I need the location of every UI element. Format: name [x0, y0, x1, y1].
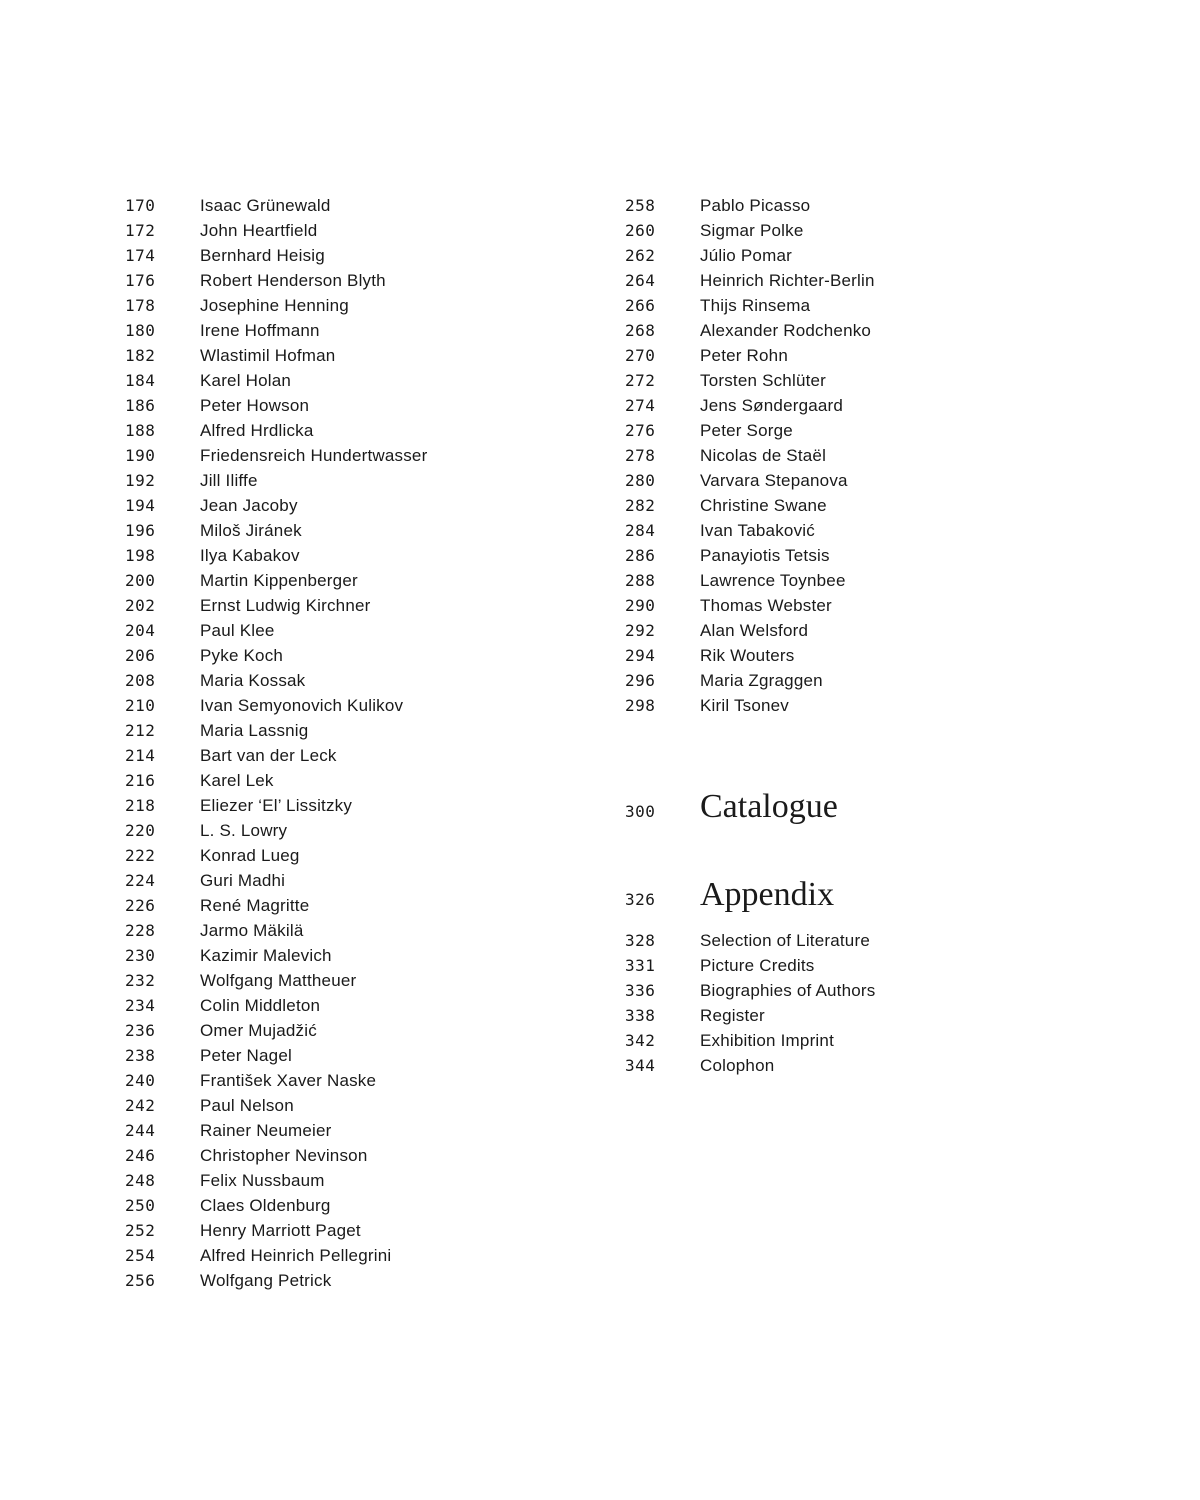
- artist-name: Peter Howson: [200, 396, 310, 415]
- page-number: 336: [625, 981, 656, 1000]
- appendix-entry: [625, 1053, 1085, 1078]
- page-number: 208: [125, 671, 156, 690]
- artist-name: Konrad Lueg: [200, 846, 300, 865]
- artist-name: Varvara Stepanova: [700, 471, 848, 490]
- page-number: 278: [625, 446, 656, 465]
- page-number: 176: [125, 271, 156, 290]
- page-number: 274: [625, 396, 656, 415]
- toc-entry: [125, 1243, 585, 1268]
- artist-name: René Magritte: [200, 896, 310, 915]
- toc-entry: [625, 593, 1085, 618]
- artist-name: Nicolas de Staël: [700, 446, 827, 465]
- toc-entry: [625, 443, 1085, 468]
- artist-name: František Xaver Naske: [200, 1071, 377, 1090]
- appendix-section-heading: [625, 878, 1085, 918]
- artist-name: Pyke Koch: [200, 646, 284, 665]
- toc-entry: [125, 368, 585, 393]
- toc-entry: [125, 493, 585, 518]
- artist-name: Felix Nussbaum: [200, 1171, 325, 1190]
- page-number: 256: [125, 1271, 156, 1290]
- toc-entry: [125, 243, 585, 268]
- artist-name: Kiril Tsonev: [700, 696, 790, 715]
- toc-entry: [125, 268, 585, 293]
- toc-entry: [625, 468, 1085, 493]
- page-number: 268: [625, 321, 656, 340]
- artist-name: Friedensreich Hundertwasser: [200, 446, 428, 465]
- toc-entry: [125, 393, 585, 418]
- toc-entry: [125, 818, 585, 843]
- page-number: 184: [125, 371, 156, 390]
- page-number: 298: [625, 696, 656, 715]
- page-number: 288: [625, 571, 656, 590]
- toc-entry: [625, 393, 1085, 418]
- page-number: 270: [625, 346, 656, 365]
- entry-title: Biographies of Authors: [700, 981, 876, 1000]
- artist-name: Jean Jacoby: [200, 496, 298, 515]
- page-number: 230: [125, 946, 156, 965]
- toc-entry: [125, 868, 585, 893]
- artist-name: Alexander Rodchenko: [700, 321, 872, 340]
- toc-entry: [125, 943, 585, 968]
- toc-entry: [625, 218, 1085, 243]
- page-number: 266: [625, 296, 656, 315]
- toc-entry: [125, 193, 585, 218]
- toc-entry: [125, 468, 585, 493]
- appendix-list: [625, 928, 1085, 1078]
- page-number: 264: [625, 271, 656, 290]
- toc-entry: [625, 318, 1085, 343]
- page-number: 276: [625, 421, 656, 440]
- artist-name: Wolfgang Petrick: [200, 1271, 332, 1290]
- artist-name: Claes Oldenburg: [200, 1196, 331, 1215]
- toc-entry: [125, 568, 585, 593]
- page-number: 170: [125, 196, 156, 215]
- entry-title: Colophon: [700, 1056, 775, 1075]
- page-number: 226: [125, 896, 156, 915]
- page-number: 224: [125, 871, 156, 890]
- page-number: 328: [625, 931, 656, 950]
- artist-name: Ilya Kabakov: [200, 546, 300, 565]
- toc-entry: [125, 443, 585, 468]
- artist-name: Ivan Tabaković: [700, 521, 815, 540]
- page-number: 172: [125, 221, 156, 240]
- artist-name: Colin Middleton: [200, 996, 321, 1015]
- page-number: 250: [125, 1196, 156, 1215]
- toc-entry: [625, 643, 1085, 668]
- appendix-entry: [625, 1003, 1085, 1028]
- page-number: 228: [125, 921, 156, 940]
- appendix-entry: [625, 928, 1085, 953]
- toc-entry: [125, 293, 585, 318]
- toc-entry: [625, 493, 1085, 518]
- artist-name: Heinrich Richter-Berlin: [700, 271, 875, 290]
- toc-entry: [125, 1068, 585, 1093]
- page-number: 218: [125, 796, 156, 815]
- page-number: 174: [125, 246, 156, 265]
- page-number: 206: [125, 646, 156, 665]
- toc-entry: [125, 343, 585, 368]
- page-number: 236: [125, 1021, 156, 1040]
- toc-entry: [125, 218, 585, 243]
- toc-entry: [125, 1168, 585, 1193]
- page-number: 244: [125, 1121, 156, 1140]
- page-number: 296: [625, 671, 656, 690]
- toc-entry: [625, 693, 1085, 718]
- toc-entry: [125, 418, 585, 443]
- artist-name: Thomas Webster: [700, 596, 832, 615]
- artist-name: Thijs Rinsema: [700, 296, 811, 315]
- page-number: 272: [625, 371, 656, 390]
- toc-entry: [125, 543, 585, 568]
- page-number: 252: [125, 1221, 156, 1240]
- toc-entry: [625, 193, 1085, 218]
- catalogue-section-heading: [625, 790, 1085, 830]
- artist-name: Torsten Schlüter: [700, 371, 827, 390]
- toc-entry: [625, 243, 1085, 268]
- toc-entry: [125, 1268, 585, 1293]
- artist-name: L. S. Lowry: [200, 821, 288, 840]
- artist-name: Karel Lek: [200, 771, 274, 790]
- artist-name: Maria Lassnig: [200, 721, 309, 740]
- toc-entry: [625, 343, 1085, 368]
- toc-entry: [125, 1218, 585, 1243]
- toc-entry: [125, 1018, 585, 1043]
- toc-entry: [625, 418, 1085, 443]
- artist-name: Peter Rohn: [700, 346, 788, 365]
- artist-name: Jarmo Mäkilä: [200, 921, 304, 940]
- page-number: 214: [125, 746, 156, 765]
- toc-entry: [625, 668, 1085, 693]
- toc-entry: [625, 618, 1085, 643]
- artist-name: Christopher Nevinson: [200, 1146, 368, 1165]
- artist-name: Ernst Ludwig Kirchner: [200, 596, 371, 615]
- toc-entry: [625, 293, 1085, 318]
- artist-name: Paul Klee: [200, 621, 275, 640]
- page-number: 222: [125, 846, 156, 865]
- artist-name: Kazimir Malevich: [200, 946, 332, 965]
- toc-entry: [625, 543, 1085, 568]
- entry-title: Selection of Literature: [700, 931, 870, 950]
- page-number: 190: [125, 446, 156, 465]
- page-number: 300: [625, 802, 656, 821]
- artist-name: Alan Welsford: [700, 621, 809, 640]
- page-number: 192: [125, 471, 156, 490]
- toc-entry: [625, 268, 1085, 293]
- toc-entry: [125, 1118, 585, 1143]
- artist-name: Peter Nagel: [200, 1046, 292, 1065]
- toc-entry: [125, 668, 585, 693]
- page-number: 182: [125, 346, 156, 365]
- artist-name: Maria Zgraggen: [700, 671, 823, 690]
- artist-name: Rainer Neumeier: [200, 1121, 332, 1140]
- toc-entry: [125, 593, 585, 618]
- section-title: Appendix: [700, 876, 835, 913]
- toc-entry: [125, 318, 585, 343]
- toc-entry: [125, 618, 585, 643]
- artist-name: Jens Søndergaard: [700, 396, 844, 415]
- page-number: 204: [125, 621, 156, 640]
- artist-name: Lawrence Toynbee: [700, 571, 846, 590]
- toc-entry: [625, 568, 1085, 593]
- page-number: 286: [625, 546, 656, 565]
- page-number: 290: [625, 596, 656, 615]
- toc-left-column: [125, 193, 585, 1293]
- artist-name: Wlastimil Hofman: [200, 346, 336, 365]
- page-number: 234: [125, 996, 156, 1015]
- artist-name: Jill Iliffe: [200, 471, 258, 490]
- toc-entry: [125, 518, 585, 543]
- toc-entry: [125, 1043, 585, 1068]
- toc-entry: [625, 518, 1085, 543]
- toc-entry: [125, 643, 585, 668]
- artist-name: Miloš Jiránek: [200, 521, 302, 540]
- toc-entry: [125, 993, 585, 1018]
- page-number: 200: [125, 571, 156, 590]
- entry-title: Picture Credits: [700, 956, 815, 975]
- artist-name: Peter Sorge: [700, 421, 793, 440]
- artist-name: Bart van der Leck: [200, 746, 337, 765]
- toc-entry: [125, 743, 585, 768]
- toc-right-column: [625, 193, 1085, 1078]
- page-number: 326: [625, 890, 656, 909]
- page-number: 194: [125, 496, 156, 515]
- artist-name: Sigmar Polke: [700, 221, 804, 240]
- entry-title: Exhibition Imprint: [700, 1031, 834, 1050]
- page-number: 238: [125, 1046, 156, 1065]
- toc-entry: [125, 1093, 585, 1118]
- page-number: 196: [125, 521, 156, 540]
- page-number: 258: [625, 196, 656, 215]
- artist-name: Pablo Picasso: [700, 196, 811, 215]
- page-number: 186: [125, 396, 156, 415]
- artist-name: Omer Mujadžić: [200, 1021, 317, 1040]
- page-number: 178: [125, 296, 156, 315]
- page-number: 342: [625, 1031, 656, 1050]
- artist-name: John Heartfield: [200, 221, 318, 240]
- toc-entry: [125, 693, 585, 718]
- page-number: 282: [625, 496, 656, 515]
- artist-name: Karel Holan: [200, 371, 292, 390]
- toc-entry: [125, 1193, 585, 1218]
- page-number: 180: [125, 321, 156, 340]
- toc-entry: [625, 368, 1085, 393]
- page-number: 294: [625, 646, 656, 665]
- page-number: 248: [125, 1171, 156, 1190]
- toc-entry: [125, 793, 585, 818]
- page-number: 216: [125, 771, 156, 790]
- section-title: Catalogue: [700, 788, 838, 825]
- artist-name: Christine Swane: [700, 496, 827, 515]
- page-number: 198: [125, 546, 156, 565]
- appendix-entry: [625, 953, 1085, 978]
- artist-name: Martin Kippenberger: [200, 571, 358, 590]
- page-number: 210: [125, 696, 156, 715]
- toc-entry: [125, 968, 585, 993]
- page-number: 338: [625, 1006, 656, 1025]
- artist-name: Panayiotis Tetsis: [700, 546, 830, 565]
- page-number: 246: [125, 1146, 156, 1165]
- artist-name: Paul Nelson: [200, 1096, 294, 1115]
- page-number: 344: [625, 1056, 656, 1075]
- page-number: 284: [625, 521, 656, 540]
- artist-name: Irene Hoffmann: [200, 321, 320, 340]
- page-number: 292: [625, 621, 656, 640]
- toc-entry: [125, 768, 585, 793]
- artist-name: Júlio Pomar: [700, 246, 792, 265]
- toc-entry: [125, 1143, 585, 1168]
- toc-entry: [125, 843, 585, 868]
- page-number: 254: [125, 1246, 156, 1265]
- toc-entry: [125, 718, 585, 743]
- artist-name: Wolfgang Mattheuer: [200, 971, 357, 990]
- artist-name: Alfred Heinrich Pellegrini: [200, 1246, 392, 1265]
- artist-name: Henry Marriott Paget: [200, 1221, 361, 1240]
- artist-name: Guri Madhi: [200, 871, 286, 890]
- page-number: 220: [125, 821, 156, 840]
- toc-entry: [125, 918, 585, 943]
- page-number: 240: [125, 1071, 156, 1090]
- appendix-entry: [625, 978, 1085, 1003]
- appendix-entry: [625, 1028, 1085, 1053]
- page-number: 212: [125, 721, 156, 740]
- artist-name: Maria Kossak: [200, 671, 306, 690]
- artist-name: Josephine Henning: [200, 296, 349, 315]
- page-number: 260: [625, 221, 656, 240]
- artist-name: Alfred Hrdlicka: [200, 421, 314, 440]
- page-number: 242: [125, 1096, 156, 1115]
- page-number: 232: [125, 971, 156, 990]
- artist-name: Robert Henderson Blyth: [200, 271, 386, 290]
- artist-name: Rik Wouters: [700, 646, 795, 665]
- page-number: 262: [625, 246, 656, 265]
- page-number: 188: [125, 421, 156, 440]
- artist-name: Isaac Grünewald: [200, 196, 331, 215]
- toc-entry: [125, 893, 585, 918]
- page-number: 202: [125, 596, 156, 615]
- artist-name: Ivan Semyonovich Kulikov: [200, 696, 404, 715]
- artist-name: Bernhard Heisig: [200, 246, 325, 265]
- page-number: 280: [625, 471, 656, 490]
- page-number: 331: [625, 956, 656, 975]
- artist-name: Eliezer ‘El’ Lissitzky: [200, 796, 353, 815]
- entry-title: Register: [700, 1006, 765, 1025]
